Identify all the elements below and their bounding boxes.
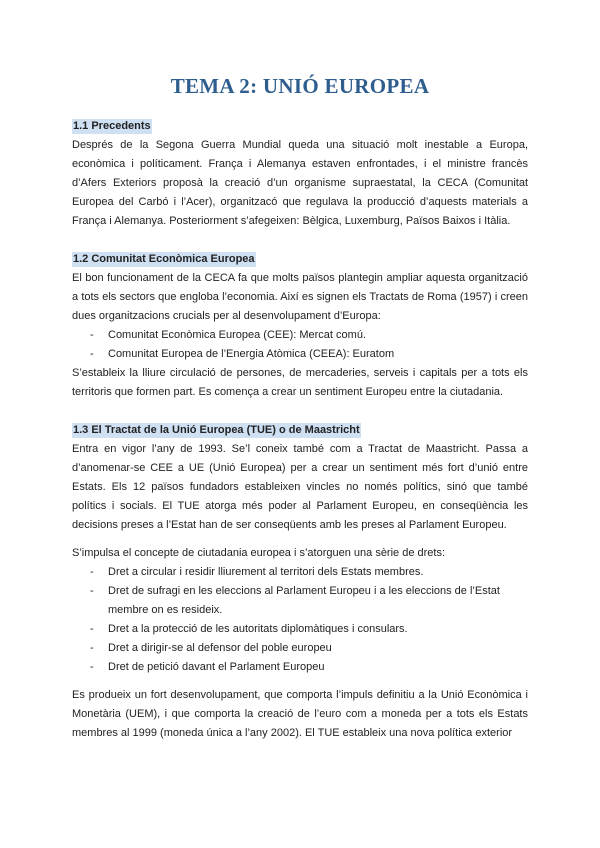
list-item: - Dret de petició davant el Parlament Europeu bbox=[72, 658, 528, 677]
dash-marker: - bbox=[90, 623, 94, 635]
page-title: TEMA 2: UNIÓ EUROPEA bbox=[170, 74, 430, 98]
paragraph: S’estableix la lliure circulació de persones, de mercaderies, serveis i capitals per a tots els territoris que formen part. Es comença a crear un sentiment Europeu entre la ciutadania. bbox=[72, 367, 528, 398]
dash-marker: - bbox=[90, 585, 94, 597]
bullet-list bbox=[72, 326, 528, 364]
list-item: - Comunitat Europea de l’Energia Atòmica (CEEA): Euratom bbox=[72, 345, 528, 364]
dash-marker: - bbox=[90, 329, 94, 341]
dash-marker: - bbox=[90, 661, 94, 673]
paragraph: Entra en vigor l’any de 1993. Se’l coneix també com a Tractat de Maastricht. Passa a d’anomenar-se CEE a UE (Unió Europea) per a crear un sentiment més fort d’unió entre Estats. Els 12 països fundadors estableixen vincles no només polítics, sinó que també polítics i socials. El TUE atorga més poder al Parlament Europeu, en conseqüència les decisions preses a l’Estat han de ser conseqüents amb les preses al Parlament Europeu. bbox=[72, 443, 528, 531]
section-tue bbox=[72, 421, 528, 743]
paragraph: Es produeix un fort desenvolupament, que comporta l’impuls definitiu a la Unió Econòmica i Monetària (UEM), i que comporta la creació de l’euro com a moneda per a tots els Estats membres al 1999 (moneda única a l’any 2002). El TUE estableix una nova política exterior bbox=[72, 689, 528, 739]
paragraph: S’impulsa el concepte de ciutadania europea i s’atorguen una sèrie de drets: bbox=[72, 547, 446, 559]
document-body bbox=[72, 117, 528, 743]
paragraph: Després de la Segona Guerra Mundial queda una situació molt inestable a Europa, econòmica i políticament. França i Alemanya estaven enfrontades, i el ministre francès d’Afers Exteriors proposà la creació d’un organisme supraestatal, la CECA (Comunitat Europea del Carbó i l’Acer), organitzacó que regulava la producció d’aquests materials a França i Alemanya. Posteriorment s’afegeixen: Bèlgica, Luxemburg, Països Baixos i Itàlia. bbox=[72, 139, 528, 227]
section-heading: 1.2 Comunitat Econòmica Europea bbox=[73, 253, 255, 265]
dash-marker: - bbox=[90, 348, 94, 360]
section-cee bbox=[72, 250, 528, 402]
section-heading: 1.3 El Tractat de la Unió Europea (TUE) o de Maastricht bbox=[73, 424, 360, 436]
list-item: - Dret a la protecció de les autoritats diplomàtiques i consulars. bbox=[72, 620, 528, 639]
list-item: - Dret de sufragi en les eleccions al Parlament Europeu i a les eleccions de l’Estat membre on es resideix. bbox=[72, 582, 528, 620]
list-item: - Dret a circular i residir lliurement al territori dels Estats membres. bbox=[72, 563, 528, 582]
paragraph: El bon funcionament de la CECA fa que molts països plantegin ampliar aquesta organització a tots els sectors que engloba l’economia. Així es signen els Tractats de Roma (1957) i creen dues organitzacions crucials per al desenvolupament d’Europa: bbox=[72, 272, 528, 322]
section-heading: 1.1 Precedents bbox=[73, 120, 151, 132]
list-item: - Dret a dirigir-se al defensor del poble europeu bbox=[72, 639, 528, 658]
rights-list bbox=[72, 563, 528, 677]
section-precedents bbox=[72, 117, 528, 231]
dash-marker: - bbox=[90, 566, 94, 578]
list-item: - Comunitat Econòmica Europea (CEE): Mercat comú. bbox=[72, 326, 528, 345]
dash-marker: - bbox=[90, 642, 94, 654]
